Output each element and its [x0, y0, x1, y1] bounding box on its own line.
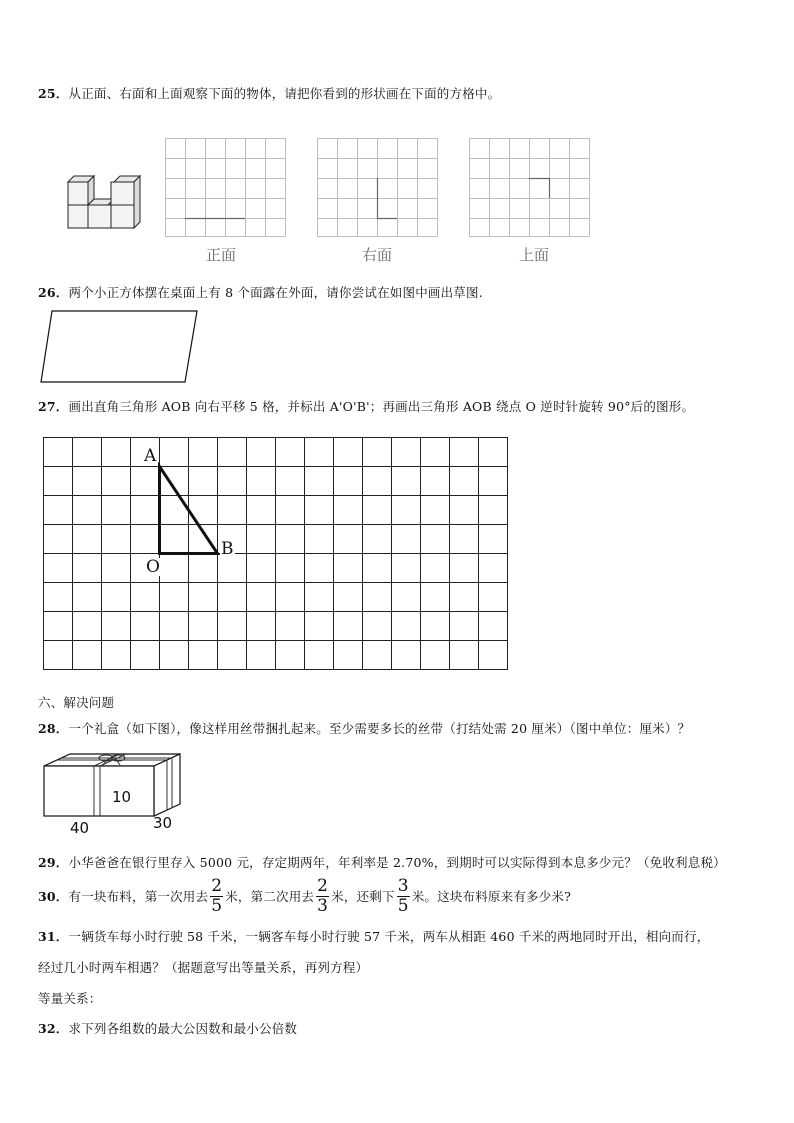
q28-line: 28．一个礼盒（如下图），像这样用丝带捆扎起来。至少需要多长的丝带（打结处需 20 厘米）（图中单位：厘米）？ — [38, 721, 691, 736]
q28-text: 一个礼盒（如下图），像这样用丝带捆扎起来。至少需要多长的丝带（打结处需 20 厘米）（图中单位：厘米）？ — [68, 721, 691, 736]
q32-number: 32 — [38, 1021, 56, 1036]
q30-part4: 米。这块布料原来有多少米? — [411, 889, 572, 904]
q31-text-2: 经过几小时两车相遇？（据题意写出等量关系，再列方程） — [38, 960, 369, 975]
q30-f2-num: 2 — [317, 875, 329, 896]
label-a: A — [144, 446, 157, 466]
q31-relation-label: 等量关系： — [38, 991, 102, 1006]
q30-f1-den: 5 — [211, 895, 223, 916]
q31-number: 31 — [38, 929, 56, 944]
q27-text: 画出直角三角形 AOB 向右平移 5 格，并标出 A'O'B'；再画出三角形 AOB 绕点 O 逆时针旋转 90°后的图形。 — [68, 399, 695, 414]
q27-grid — [43, 437, 511, 673]
q30-fraction-3 — [397, 875, 410, 916]
q26-text: 两个小正方体摆在桌面上有 8 个面露在外面，请你尝试在如图中画出草图. — [68, 285, 483, 300]
q29-line: 29．小华爸爸在银行里存入 5000 元，存定期两年，年利率是 2.70%，到期时可以实际得到本息多少元？（免收利息税） — [38, 855, 726, 870]
section-6-title: 六、解决问题 — [38, 695, 115, 710]
q31-line1: 31．一辆货车每小时行驶 58 千米，一辆客车每小时行驶 57 千米，两车从相距 460 千米的两地同时开出，相向而行， — [38, 929, 710, 944]
q25-text: 从正面、右面和上面观察下面的物体，请把你看到的形状画在下面的方格中。 — [68, 86, 501, 101]
q25-grid-right — [317, 138, 439, 238]
q30-f3-den: 5 — [397, 895, 409, 916]
q29-text: 小华爸爸在银行里存入 5000 元，存定期两年，年利率是 2.70%，到期时可以实际得到本息多少元？（免收利息税） — [68, 855, 726, 870]
q27-number: 27 — [38, 399, 56, 414]
q31-text-1: 一辆货车每小时行驶 58 千米，一辆客车每小时行驶 57 千米，两车从相距 460 千米的两地同时开出，相向而行， — [68, 929, 710, 944]
q25-grid-top — [469, 138, 591, 238]
q26-parallelogram — [40, 309, 200, 385]
q29-number: 29 — [38, 855, 56, 870]
caption-right: 右面 — [362, 246, 393, 264]
q28-gift-box — [40, 752, 190, 820]
q32-text: 求下列各组数的最大公因数和最小公倍数 — [68, 1021, 298, 1036]
q26-number: 26 — [38, 285, 56, 300]
q30-part2: 米，第二次用去 — [225, 889, 315, 904]
label-b: B — [221, 539, 234, 559]
dim-width: 30 — [153, 814, 173, 832]
q30-f2-den: 3 — [317, 895, 329, 916]
caption-top: 上面 — [519, 246, 550, 264]
q28-number: 28 — [38, 721, 56, 736]
q30-f3-num: 3 — [397, 875, 409, 896]
caption-front: 正面 — [206, 246, 237, 264]
label-o: O — [146, 557, 160, 577]
q30-part1: 有一块布料，第一次用去 — [68, 889, 209, 904]
dim-height: 10 — [112, 788, 132, 806]
q25-number: 25 — [38, 86, 56, 101]
q25-cube-object — [64, 174, 144, 230]
q26-line: 26．两个小正方体摆在桌面上有 8 个面露在外面，请你尝试在如图中画出草图. — [38, 285, 483, 300]
q30-fraction-2 — [316, 875, 329, 916]
q30-part3: 米，还剩下 — [331, 889, 395, 904]
q30-number: 30 — [38, 888, 56, 904]
dim-length: 40 — [70, 819, 90, 837]
q27-line: 27．画出直角三角形 AOB 向右平移 5 格，并标出 A'O'B'；再画出三角形 AOB 绕点 O 逆时针旋转 90°后的图形。 — [38, 399, 695, 414]
q30-fraction-1 — [210, 875, 223, 916]
q30-line: 30 ． 有一块布料，第一次用去 $\frac{2}{5}$ 米，第二次用去 $\frac{2}{3}$ 米，还剩下 $\frac{3}{5}$ 米。这块布料原来有多少米? — [38, 875, 572, 916]
q32-line: 32．求下列各组数的最大公因数和最小公倍数 — [38, 1021, 298, 1036]
q30-f1-num: 2 — [211, 875, 223, 896]
q25-line: 25．从正面、右面和上面观察下面的物体，请把你看到的形状画在下面的方格中。 — [38, 86, 501, 101]
q25-grid-front — [165, 138, 287, 238]
